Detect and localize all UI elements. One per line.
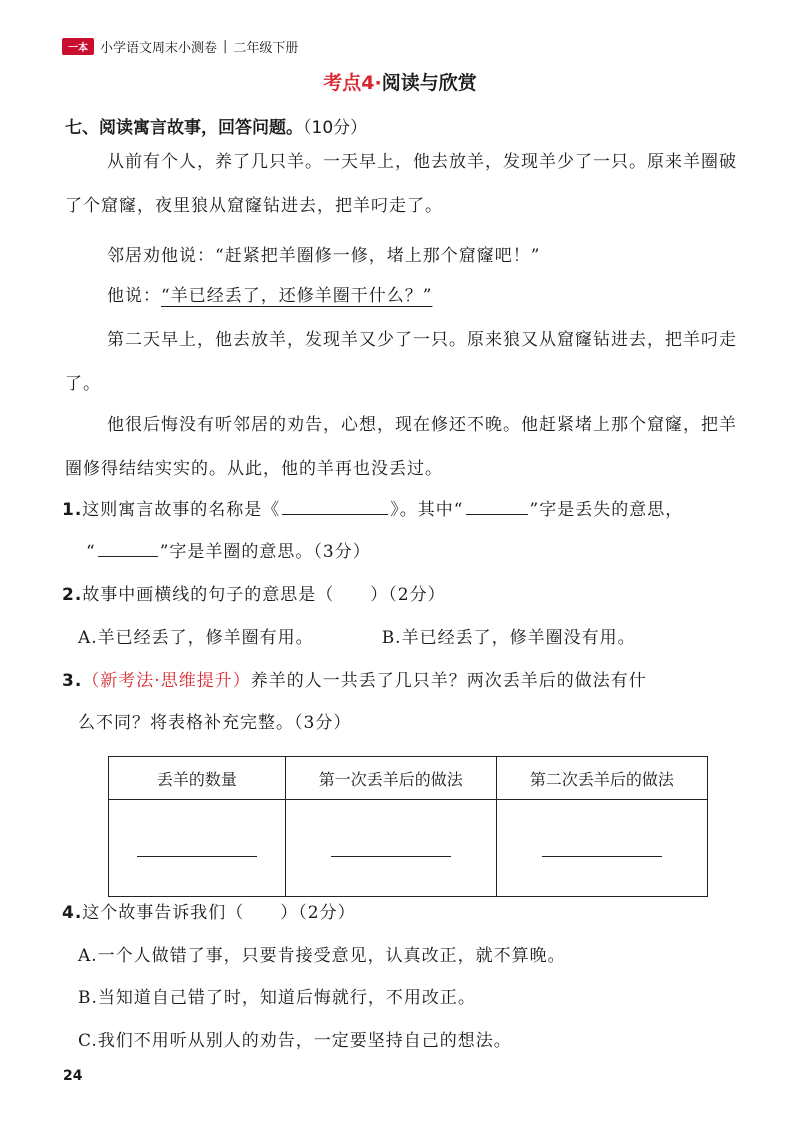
q4-option-b[interactable]: B.当知道自己错了时，知道后悔就行，不用改正。 bbox=[78, 988, 476, 1008]
brand-logo: 一本 bbox=[62, 38, 94, 55]
table-header: 第二次丢羊后的做法 bbox=[496, 757, 707, 800]
question-2 bbox=[62, 575, 752, 615]
page-header bbox=[62, 35, 298, 57]
q3-number: 3. bbox=[62, 671, 83, 691]
q2-option-a[interactable]: A.羊已经丢了，修羊圈有用。 bbox=[78, 628, 314, 648]
q2-options bbox=[78, 618, 768, 658]
question-1-cont bbox=[86, 532, 776, 572]
q4-number: 4. bbox=[62, 903, 83, 923]
answer-table bbox=[108, 756, 708, 897]
q1-number: 1. bbox=[62, 500, 83, 520]
q1-text-b: 》。其中“ bbox=[390, 500, 464, 520]
story-paragraph-2: 邻居劝他说：“赶紧把羊圈修一修，堵上那个窟窿吧！” bbox=[107, 246, 541, 266]
header-divider: | bbox=[223, 38, 228, 54]
question-title bbox=[65, 113, 367, 138]
q3-tag: （新考法·思维提升） bbox=[82, 671, 251, 691]
section-prefix: 考点4· bbox=[323, 72, 382, 94]
section-title bbox=[0, 68, 800, 95]
underlined-sentence: “羊已经丢了，还修羊圈干什么？” bbox=[161, 286, 433, 306]
story-paragraph-3 bbox=[65, 274, 745, 318]
q4-option-a[interactable]: A.一个人做错了事，只要肯接受意见，认真改正，就不算晚。 bbox=[78, 946, 566, 966]
question-title-text: 七、阅读寓言故事，回答问题。 bbox=[65, 118, 303, 138]
question-points: （10分） bbox=[303, 118, 368, 138]
page-number: 24 bbox=[63, 1068, 83, 1084]
table-header-row bbox=[109, 757, 708, 800]
q1-text-a: 这则寓言故事的名称是《 bbox=[82, 500, 281, 520]
answer-line bbox=[331, 856, 451, 857]
series-title: 小学语文周末小测卷 bbox=[100, 40, 218, 56]
story-paragraph-3-prefix: 他说： bbox=[107, 286, 161, 306]
table-answer-cell[interactable] bbox=[109, 800, 286, 897]
question-4 bbox=[62, 893, 752, 933]
table-answer-cell[interactable] bbox=[285, 800, 496, 897]
q2-number: 2. bbox=[62, 585, 83, 605]
q2-option-b[interactable]: B.羊已经丢了，修羊圈没有用。 bbox=[381, 628, 636, 648]
story-paragraph-1: 从前有个人，养了几只羊。一天早上，他去放羊，发现羊少了一只。原来羊圈破了个窟窿，夜里狼从窟窿钻进去，把羊叼走了。 bbox=[65, 152, 737, 216]
story-paragraph-5: 他很后悔没有听邻居的劝告，心想，现在修还不晚。他赶紧堵上那个窟窿，把羊圈修得结结实实的。从此，他的羊再也没丢过。 bbox=[65, 415, 737, 479]
question-3-cont: 么不同？将表格补充完整。（3分） bbox=[78, 713, 352, 733]
q3-text-1: 养羊的人一共丢了几只羊？两次丢羊后的做法有什 bbox=[250, 671, 647, 691]
q1-blank-lost-char[interactable] bbox=[466, 494, 528, 515]
grade-label: 二年级下册 bbox=[233, 40, 299, 56]
q2-text: 故事中画横线的句子的意思是（ ）（2分） bbox=[82, 585, 446, 605]
table-row bbox=[109, 800, 708, 897]
q1-blank-title[interactable] bbox=[282, 494, 388, 515]
story-paragraph-4: 第二天早上，他去放羊，发现羊又少了一只。原来狼又从窟窿钻进去，把羊叼走了。 bbox=[65, 330, 737, 394]
answer-line bbox=[137, 856, 257, 857]
q1-text-d: “ bbox=[86, 542, 96, 562]
section-name: 阅读与欣赏 bbox=[381, 72, 477, 94]
q1-text-c: ”字是丢失的意思， bbox=[529, 500, 684, 520]
q4-text: 这个故事告诉我们（ ）（2分） bbox=[82, 903, 356, 923]
q4-option-c[interactable]: C.我们不用听从别人的劝告，一定要坚持自己的想法。 bbox=[78, 1031, 512, 1051]
q1-blank-pen-char[interactable] bbox=[98, 536, 158, 557]
table-header: 丢羊的数量 bbox=[109, 757, 286, 800]
question-3 bbox=[62, 661, 752, 701]
table-header: 第一次丢羊后的做法 bbox=[285, 757, 496, 800]
question-1 bbox=[62, 490, 752, 530]
answer-line bbox=[542, 856, 662, 857]
table-answer-cell[interactable] bbox=[496, 800, 707, 897]
q1-text-e: ”字是羊圈的意思。（3分） bbox=[159, 542, 371, 562]
